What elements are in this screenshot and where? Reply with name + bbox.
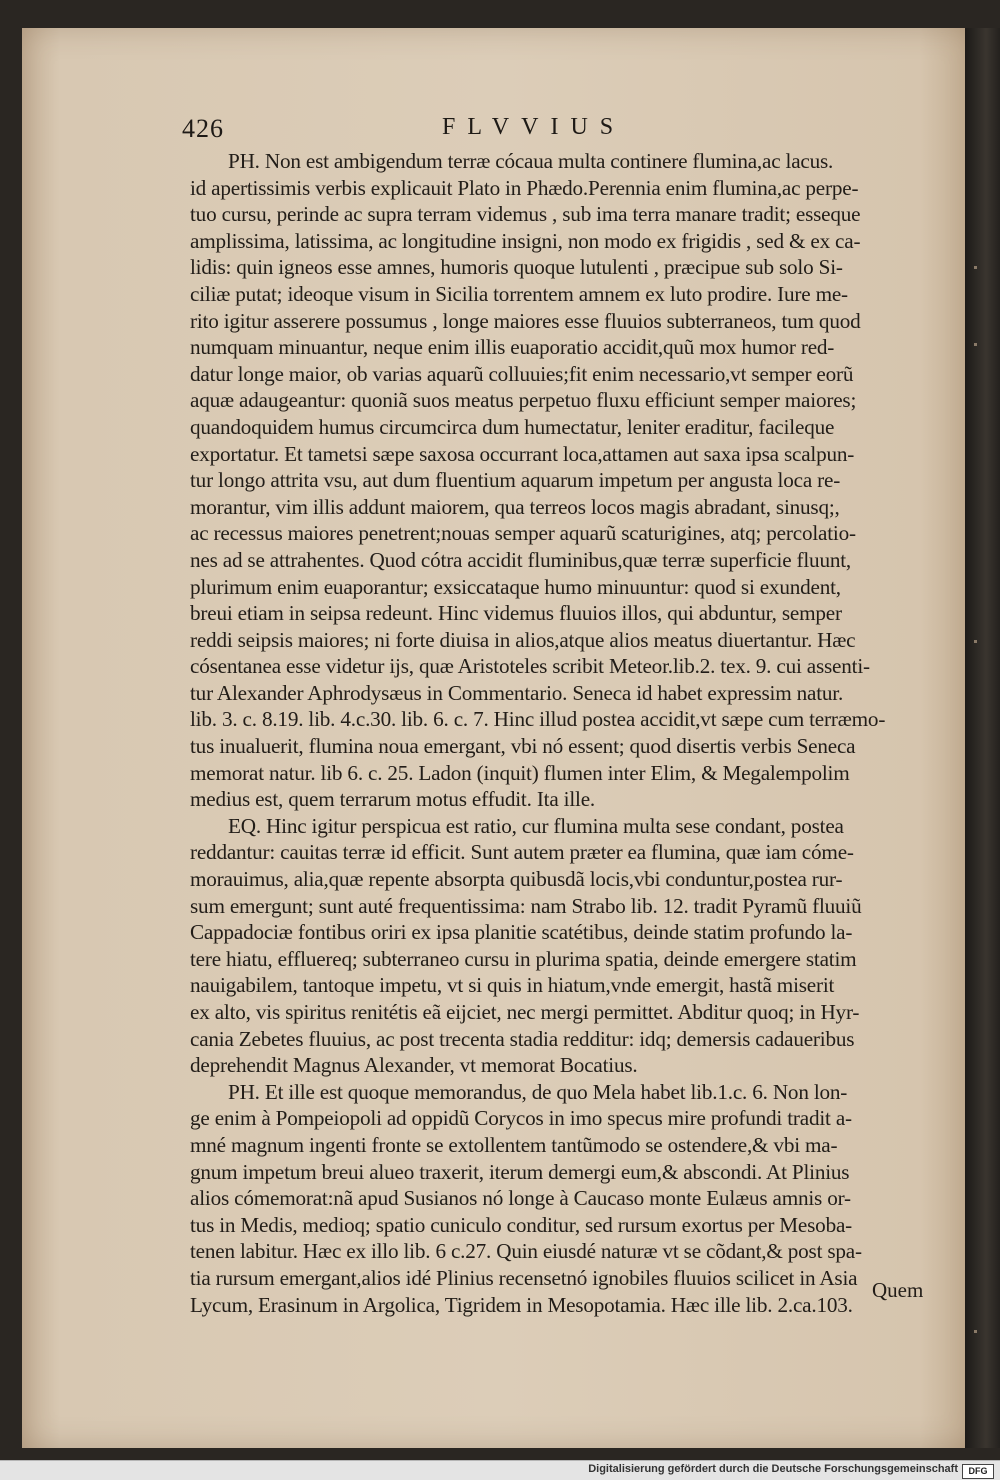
text-line: mné magnum ingenti fronte se extollentem tantũmodo se ostendere,& vbi ma- [190,1132,838,1157]
page-number: 426 [182,114,224,143]
text-line: tur Alexander Aphrodysæus in Commentario. Seneca id habet expressim natur. [190,680,844,705]
text-line: ac recessus maiores penetrent;nouas semper aquarũ scaturigines, atq; percolatio- [190,521,856,546]
body-text [190,148,942,1318]
text-line: tere hiatu, effluereq; subterraneo cursu in plurima spatia, deinde emergere statim [190,946,857,971]
text-line: nauigabilem, tantoque impetu, vt si quis in hiatum,vnde emergit, hastã miserit [190,973,835,998]
text-line: quandoquidem humus circumcirca dum humectatur, leniter eraditur, facileque [190,414,835,439]
page-gutter [965,28,1000,1448]
footer-bar [0,1460,1000,1480]
text-line: memorat natur. lib 6. c. 25. Ladon (inquit) flumen inter Elim, & Megalempolim [190,760,850,785]
text-line: breui etiam in seipsa redeunt. Hinc videmus fluuios illos, qui abduntur, semper [190,601,842,626]
dfg-logo: DFG [962,1464,994,1479]
text-line: lib. 3. c. 8.19. lib. 4.c.30. lib. 6. c. 7. Hinc illud postea accidit,vt sæpe cum terræmo- [190,707,886,732]
page-header [182,114,942,148]
text-line: rito igitur asserere possumus , longe maiores esse fluuios subterraneos, tum quod [190,308,861,333]
text-line: tur longo attrita vsu, aut dum fluentium aquarum impetum per angusta loca re- [190,468,841,493]
text-line: cania Zebetes fluuius, ac post trecenta stadia redditur: idq; demersis cadaueribus [190,1026,855,1051]
text-line: gnum impetum breui alueo traxerit, iterum demergi eum,& abscondi. At Plinius [190,1159,850,1184]
text-line: datur longe maior, ob varias aquarũ colluuies;fit enim necessario,vt semper eorũ [190,361,854,386]
text-line: medius est, quem terrarum motus effudit. Ita ille. [190,787,596,812]
text-line: amplissima, latissima, ac longitudine insigni, non modo ex frigidis , sed & ex ca- [190,228,861,253]
text-line: sum emergunt; sunt auté frequentissima: nam Strabo lib. 12. tradit Pyramũ fluuiũ [190,893,862,918]
text-line: tuo cursu, perinde ac supra terram videmus , sub ima terra manare tradit; esseque [190,202,861,227]
text-line: deprehendit Magnus Alexander, vt memorat Bocatius. [190,1053,638,1078]
text-line: plurimum enim euaporantur; exsiccataque humo minuuntur: quod si exundent, [190,574,841,599]
catchword: Quem [872,1278,924,1302]
text-line: ciliæ putat; ideoque visum in Sicilia torrentem amnem ex luto prodire. Iure me- [190,281,848,306]
text-line: tia rursum emergant,alios idé Plinius recensetnó ignobiles fluuios scilicet in Asia [190,1265,858,1290]
text-line: id apertissimis verbis explicauit Plato in Phædo.Perennia enim flumina,ac perpe- [190,175,859,200]
text-line: ex alto, vis spiritus renitétis eã eijciet, nec mergi permittet. Abditur quoq; in Hyr- [190,1000,860,1024]
text-line: reddantur: cauitas terræ id efficit. Sunt autem præter ea flumina, quæ iam cóme- [190,840,854,865]
text-line: tus inualuerit, flumina noua emergant, vbi nó essent; quod disertis verbis Seneca [190,734,856,759]
text-line: aquæ adaugeantur: quoniã suos meatus perpetuo fluxu efficiunt semper maiores; [190,388,857,413]
text-line: cósentanea esse videtur ijs, quæ Aristoteles scribit Meteor.lib.2. tex. 9. cui assenti- [190,654,870,679]
text-line: nes ad se attrahentes. Quod cótra accidit fluminibus,quæ terræ superficie fluunt, [190,547,852,572]
text-line: tenen labitur. Hæc ex illo lib. 6 c.27. Quin eiusdé naturæ vt se cõdant,& post spa- [190,1239,862,1264]
text-line: alios cómemorat:nã apud Susianos nó longe à Caucaso monte Eulæus amnis or- [190,1186,851,1211]
text-line: EQ. Hinc igitur perspicua est ratio, cur flumina multa sese condant, postea [228,813,844,838]
text-line: numquam minuantur, neque enim illis euaporatio accidit,quũ mox humor red- [190,335,835,360]
text-line: tus in Medis, medioq; spatio cuniculo conditur, sed rursum exortus per Mesoba- [190,1212,853,1237]
text-line: PH. Non est ambigendum terræ cócaua multa continere flumina,ac lacus. [228,149,834,173]
text-line: morantur, vim illis addunt maiorem, qua terreos locos magis abradant, sinusq;, [190,494,840,519]
text-line: reddi seipsis maiores; ni forte diuisa in alios,atque alios meatus diuertantur. Hæc [190,627,856,652]
text-line: ge enim à Pompeiopoli ad oppidũ Corycos in imo specus mire profundi tradit a- [190,1106,852,1131]
running-head: FLVVIUS [442,114,626,140]
text-line: Cappadociæ fontibus oriri ex ipsa planitie scatétibus, deinde statim profundo la- [190,920,853,945]
text-line: lidis: quin igneos esse amnes, humoris quoque lutulenti , præcipue sub solo Si- [190,255,843,280]
text-line: PH. Et ille est quoque memorandus, de quo Mela habet lib.1.c. 6. Non lon- [228,1079,848,1104]
text-line: Lycum, Erasinum in Argolica, Tigridem in Mesopotamia. Hæc ille lib. 2.ca.103. [190,1292,853,1317]
text-line: exportatur. Et tametsi sæpe saxosa occurrant loca,attamen aut saxa ipsa scalpun- [190,441,855,466]
footer-credit: Digitalisierung gefördert durch die Deutsche Forschungsgemeinschaft [588,1463,958,1475]
text-line: morauimus, alia,quæ repente absorpta quibusdã locis,vbi conduntur,postea rur- [190,867,843,892]
